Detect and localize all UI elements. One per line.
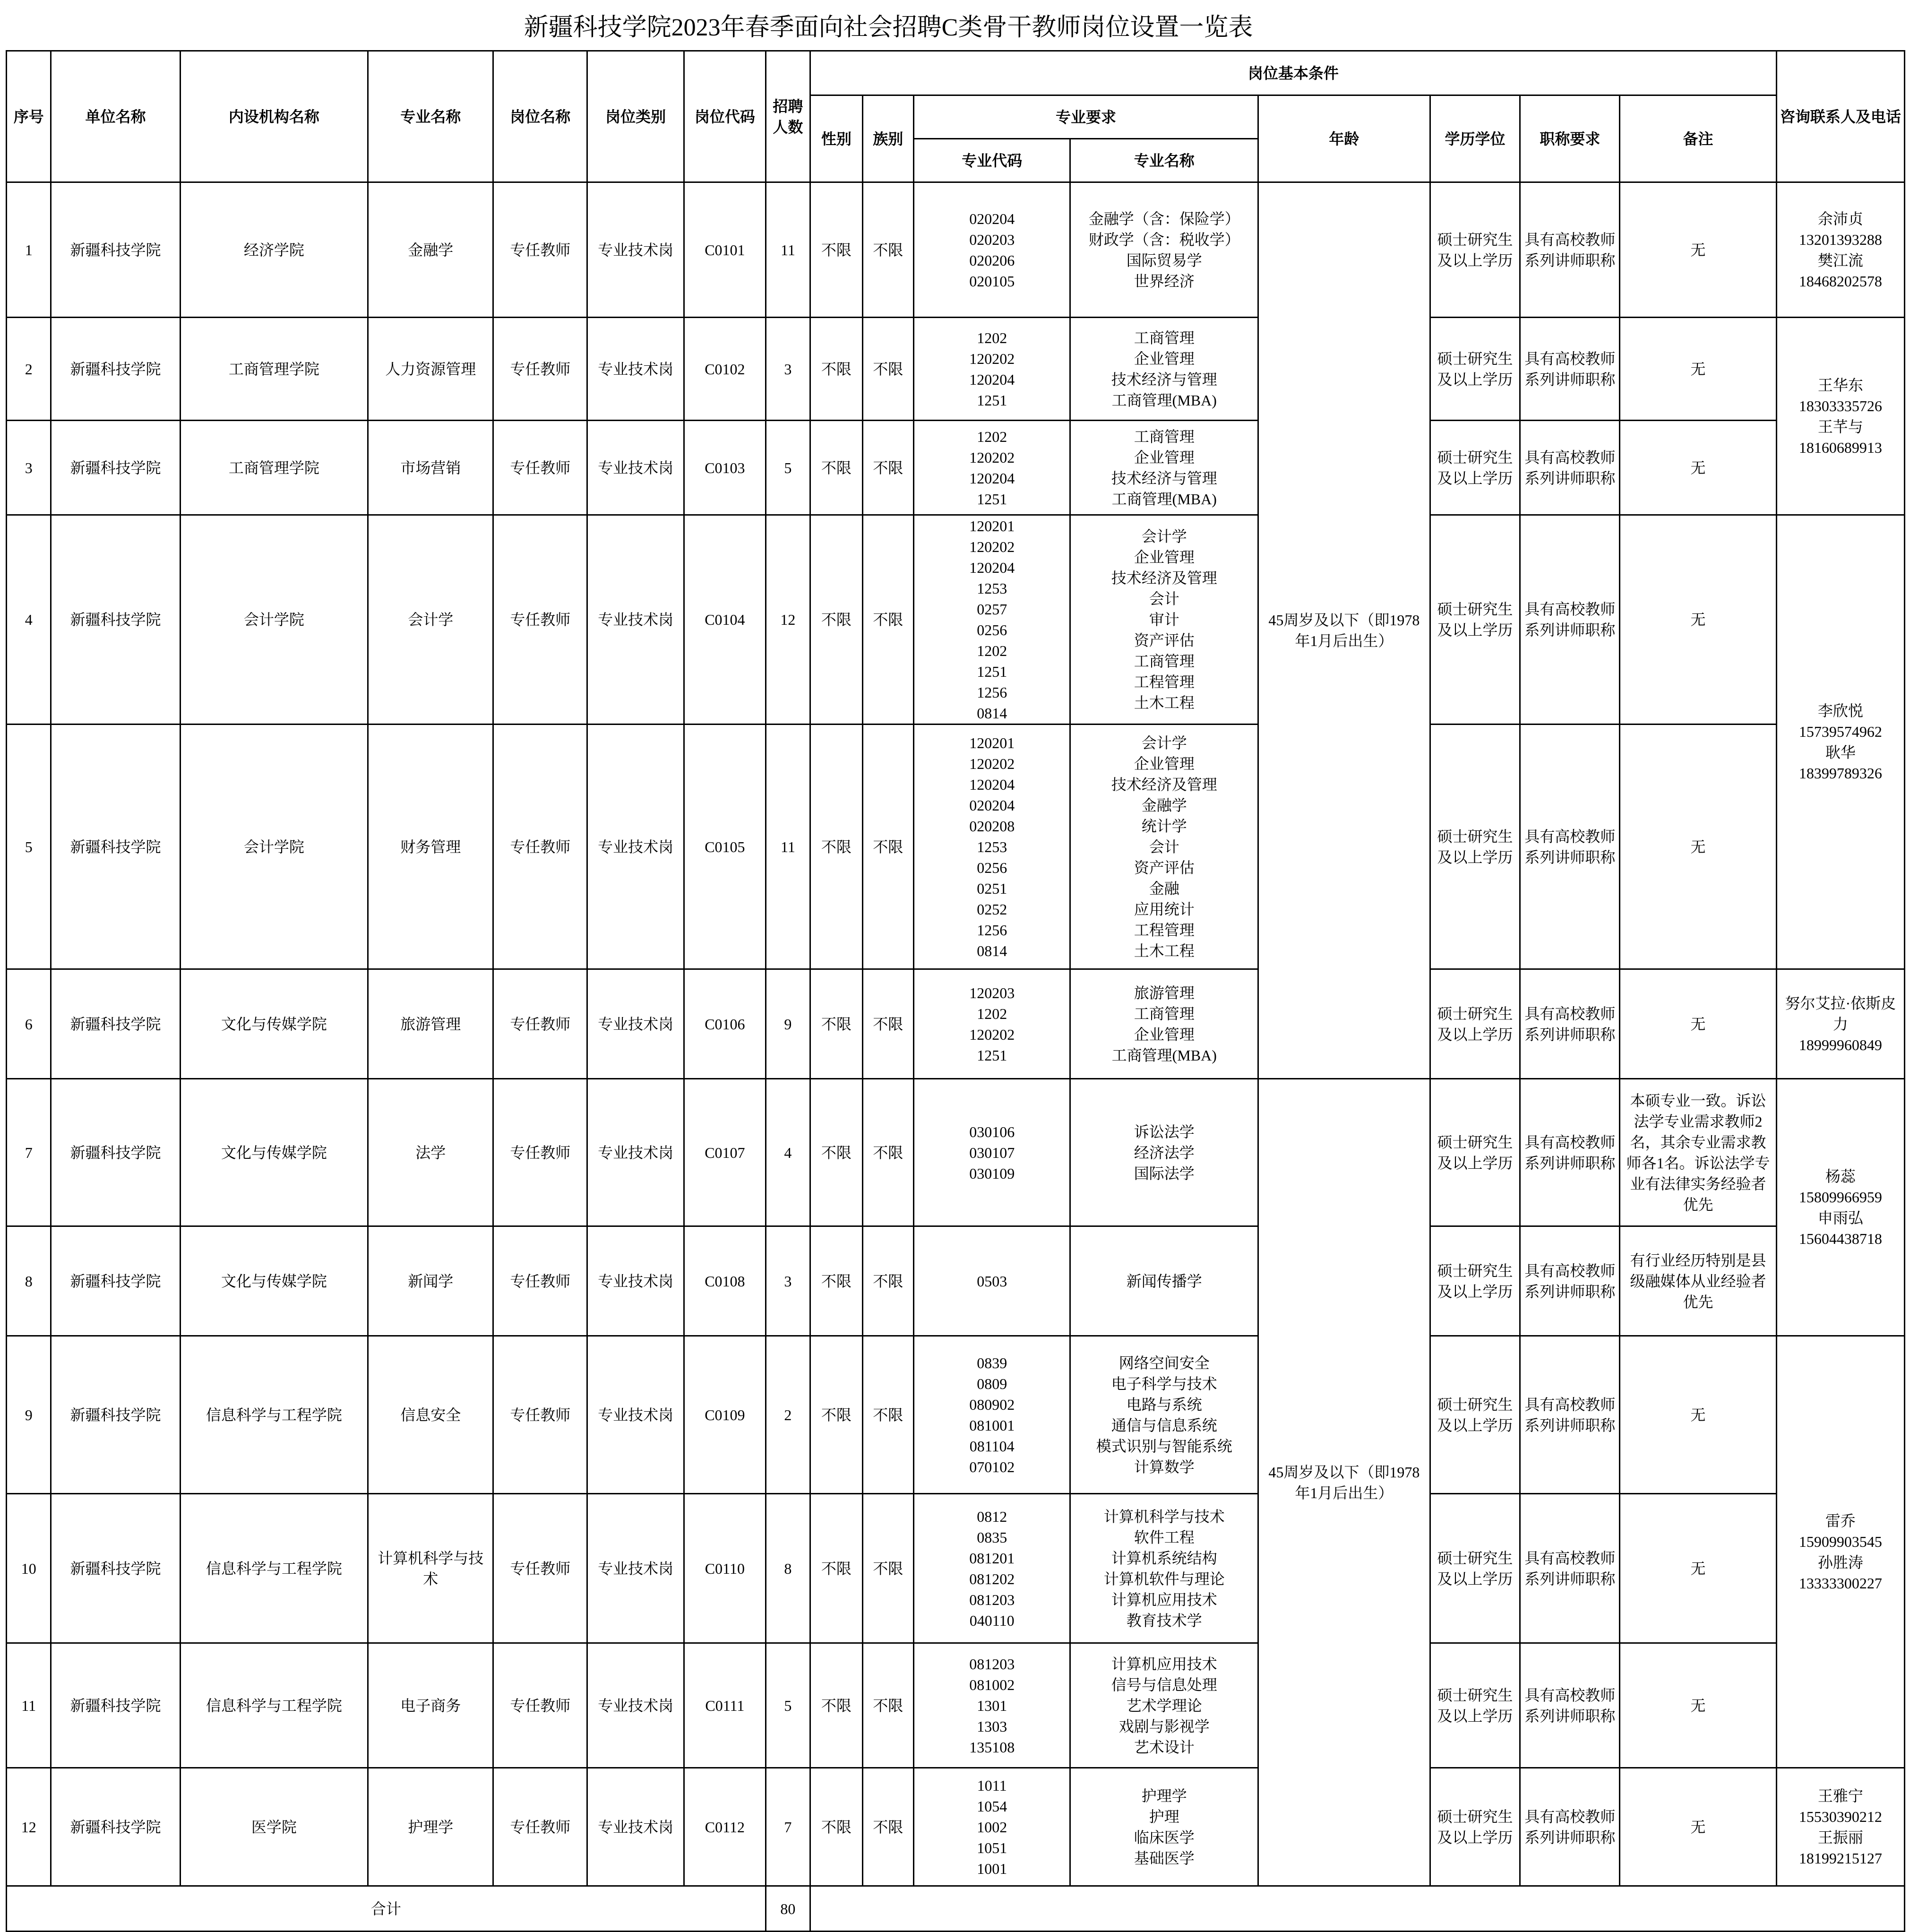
header-major-requirements: 专业要求 [914, 95, 1258, 139]
major-codes: 120201 120202 120204 1253 0257 0256 1202 1251 1256 0814 [914, 515, 1070, 724]
major-codes: 0839 0809 080902 081001 081104 070102 [914, 1336, 1070, 1494]
major-names: 新闻传播学 [1070, 1226, 1258, 1336]
major-codes: 1202 120202 120204 1251 [914, 318, 1070, 421]
recruit-count: 8 [766, 1494, 810, 1643]
recruit-count: 3 [766, 1226, 810, 1336]
major-codes: 0812 0835 081201 081202 081203 040110 [914, 1494, 1070, 1643]
header-ethnic: 族别 [862, 95, 913, 182]
row-seq: 2 [7, 318, 51, 421]
major-name: 电子商务 [368, 1643, 493, 1768]
position-category: 专业技术岗 [587, 969, 684, 1079]
row-seq: 1 [7, 182, 51, 318]
recruit-count: 4 [766, 1079, 810, 1226]
row-seq: 11 [7, 1643, 51, 1768]
row-seq: 7 [7, 1079, 51, 1226]
recruit-count: 12 [766, 515, 810, 724]
title-req: 具有高校教师系列讲师职称 [1520, 724, 1620, 969]
education-req: 硕士研究生及以上学历 [1430, 1226, 1520, 1336]
major-names: 工商管理 企业管理 技术经济与管理 工商管理(MBA) [1070, 318, 1258, 421]
major-name: 信息安全 [368, 1336, 493, 1494]
position-code: C0110 [684, 1494, 766, 1643]
note: 无 [1620, 182, 1776, 318]
gender-req: 不限 [810, 1226, 862, 1336]
contact-info: 余沛贞 13201393288 樊江流 18468202578 [1776, 182, 1904, 318]
total-count: 80 [766, 1886, 810, 1932]
unit-name: 新疆科技学院 [51, 1494, 180, 1643]
title-req: 具有高校教师系列讲师职称 [1520, 1226, 1620, 1336]
unit-name: 新疆科技学院 [51, 1079, 180, 1226]
position-category: 专业技术岗 [587, 724, 684, 969]
header-age: 年龄 [1258, 95, 1430, 182]
unit-name: 新疆科技学院 [51, 969, 180, 1079]
unit-name: 新疆科技学院 [51, 182, 180, 318]
note: 无 [1620, 1336, 1776, 1494]
recruit-count: 3 [766, 318, 810, 421]
position-code: C0111 [684, 1643, 766, 1768]
table-row [7, 1768, 1905, 1886]
major-names: 护理学 护理 临床医学 基础医学 [1070, 1768, 1258, 1886]
header-major-code: 专业代码 [914, 139, 1070, 182]
note: 有行业经历特别是县级融媒体从业经验者优先 [1620, 1226, 1776, 1336]
position-name: 专任教师 [493, 421, 587, 515]
position-name: 专任教师 [493, 1226, 587, 1336]
header-unit: 单位名称 [51, 51, 180, 182]
ethnic-req: 不限 [862, 1226, 913, 1336]
dept-name: 信息科学与工程学院 [180, 1643, 368, 1768]
note: 无 [1620, 318, 1776, 421]
recruit-count: 11 [766, 182, 810, 318]
unit-name: 新疆科技学院 [51, 515, 180, 724]
education-req: 硕士研究生及以上学历 [1430, 421, 1520, 515]
ethnic-req: 不限 [862, 1643, 913, 1768]
gender-req: 不限 [810, 1494, 862, 1643]
header-gender: 性别 [810, 95, 862, 182]
ethnic-req: 不限 [862, 318, 913, 421]
dept-name: 工商管理学院 [180, 421, 368, 515]
recruit-count: 5 [766, 1643, 810, 1768]
major-name: 护理学 [368, 1768, 493, 1886]
row-seq: 3 [7, 421, 51, 515]
unit-name: 新疆科技学院 [51, 1336, 180, 1494]
recruit-count: 11 [766, 724, 810, 969]
row-seq: 4 [7, 515, 51, 724]
position-code: C0102 [684, 318, 766, 421]
education-req: 硕士研究生及以上学历 [1430, 1643, 1520, 1768]
major-name: 计算机科学与技术 [368, 1494, 493, 1643]
education-req: 硕士研究生及以上学历 [1430, 318, 1520, 421]
note: 无 [1620, 1643, 1776, 1768]
major-names: 工商管理 企业管理 技术经济与管理 工商管理(MBA) [1070, 421, 1258, 515]
dept-name: 工商管理学院 [180, 318, 368, 421]
education-req: 硕士研究生及以上学历 [1430, 1768, 1520, 1886]
title-req: 具有高校教师系列讲师职称 [1520, 515, 1620, 724]
recruit-count: 7 [766, 1768, 810, 1886]
major-name: 会计学 [368, 515, 493, 724]
position-code: C0103 [684, 421, 766, 515]
position-category: 专业技术岗 [587, 1079, 684, 1226]
gender-req: 不限 [810, 969, 862, 1079]
dept-name: 医学院 [180, 1768, 368, 1886]
age-requirement: 45周岁及以下（即1978年1月后出生） [1258, 182, 1430, 1079]
dept-name: 信息科学与工程学院 [180, 1494, 368, 1643]
table-row [7, 1643, 1905, 1768]
title-req: 具有高校教师系列讲师职称 [1520, 182, 1620, 318]
contact-info: 努尔艾拉·依斯皮力 18999960849 [1776, 969, 1904, 1079]
table-row [7, 1494, 1905, 1643]
gender-req: 不限 [810, 182, 862, 318]
major-names: 计算机科学与技术 软件工程 计算机系统结构 计算机软件与理论 计算机应用技术 教育技术学 [1070, 1494, 1258, 1643]
header-count: 招聘人数 [766, 51, 810, 182]
total-label: 合计 [7, 1886, 766, 1932]
row-seq: 9 [7, 1336, 51, 1494]
position-name: 专任教师 [493, 1643, 587, 1768]
gender-req: 不限 [810, 421, 862, 515]
gender-req: 不限 [810, 1768, 862, 1886]
education-req: 硕士研究生及以上学历 [1430, 182, 1520, 318]
dept-name: 会计学院 [180, 724, 368, 969]
major-codes: 120201 120202 120204 020204 020208 1253 0256 0251 0252 1256 0814 [914, 724, 1070, 969]
title-req: 具有高校教师系列讲师职称 [1520, 318, 1620, 421]
table-row [7, 1226, 1905, 1336]
education-req: 硕士研究生及以上学历 [1430, 1494, 1520, 1643]
major-name: 市场营销 [368, 421, 493, 515]
recruit-count: 5 [766, 421, 810, 515]
dept-name: 会计学院 [180, 515, 368, 724]
major-names: 会计学 企业管理 技术经济及管理 金融学 统计学 会计 资产评估 金融 应用统计 工程管理 土木工程 [1070, 724, 1258, 969]
major-name: 财务管理 [368, 724, 493, 969]
major-codes: 1011 1054 1002 1051 1001 [914, 1768, 1070, 1886]
dept-name: 文化与传媒学院 [180, 1226, 368, 1336]
ethnic-req: 不限 [862, 1336, 913, 1494]
contact-info: 杨蕊 15809966959 申雨弘 15604438718 [1776, 1079, 1904, 1336]
position-name: 专任教师 [493, 1079, 587, 1226]
row-seq: 6 [7, 969, 51, 1079]
education-req: 硕士研究生及以上学历 [1430, 724, 1520, 969]
major-name: 法学 [368, 1079, 493, 1226]
ethnic-req: 不限 [862, 1768, 913, 1886]
recruit-count: 9 [766, 969, 810, 1079]
header-education: 学历学位 [1430, 95, 1520, 182]
gender-req: 不限 [810, 1643, 862, 1768]
table-row [7, 421, 1905, 515]
education-req: 硕士研究生及以上学历 [1430, 1336, 1520, 1494]
table-row [7, 969, 1905, 1079]
major-name: 金融学 [368, 182, 493, 318]
dept-name: 信息科学与工程学院 [180, 1336, 368, 1494]
contact-info: 王华东 18303335726 王芊与 18160689913 [1776, 318, 1904, 515]
position-name: 专任教师 [493, 724, 587, 969]
note: 无 [1620, 724, 1776, 969]
major-names: 会计学 企业管理 技术经济及管理 会计 审计 资产评估 工商管理 工程管理 土木工程 [1070, 515, 1258, 724]
major-names: 计算机应用技术 信号与信息处理 艺术学理论 戏剧与影视学 艺术设计 [1070, 1643, 1258, 1768]
major-name: 新闻学 [368, 1226, 493, 1336]
major-codes: 081203 081002 1301 1303 135108 [914, 1643, 1070, 1768]
major-name: 人力资源管理 [368, 318, 493, 421]
title-req: 具有高校教师系列讲师职称 [1520, 1643, 1620, 1768]
table-row [7, 182, 1905, 318]
row-seq: 8 [7, 1226, 51, 1336]
education-req: 硕士研究生及以上学历 [1430, 1079, 1520, 1226]
gender-req: 不限 [810, 515, 862, 724]
position-category: 专业技术岗 [587, 182, 684, 318]
gender-req: 不限 [810, 1336, 862, 1494]
position-name: 专任教师 [493, 969, 587, 1079]
header-major: 专业名称 [368, 51, 493, 182]
education-req: 硕士研究生及以上学历 [1430, 515, 1520, 724]
page-title: 新疆科技学院2023年春季面向社会招聘C类骨干教师岗位设置一览表 [524, 14, 1253, 41]
contact-info: 李欣悦 15739574962 耿华 18399789326 [1776, 515, 1904, 969]
header-contact: 咨询联系人及电话 [1776, 51, 1904, 182]
major-codes: 020204 020203 020206 020105 [914, 182, 1070, 318]
position-category: 专业技术岗 [587, 421, 684, 515]
position-code: C0105 [684, 724, 766, 969]
table-row [7, 724, 1905, 969]
position-code: C0104 [684, 515, 766, 724]
header-note: 备注 [1620, 95, 1776, 182]
gender-req: 不限 [810, 318, 862, 421]
dept-name: 文化与传媒学院 [180, 969, 368, 1079]
position-name: 专任教师 [493, 1768, 587, 1886]
position-name: 专任教师 [493, 182, 587, 318]
header-major-name: 专业名称 [1070, 139, 1258, 182]
unit-name: 新疆科技学院 [51, 1643, 180, 1768]
position-category: 专业技术岗 [587, 1336, 684, 1494]
position-code: C0101 [684, 182, 766, 318]
ethnic-req: 不限 [862, 1494, 913, 1643]
recruitment-table [6, 50, 1905, 1932]
unit-name: 新疆科技学院 [51, 1226, 180, 1336]
major-names: 金融学（含：保险学） 财政学（含：税收学） 国际贸易学 世界经济 [1070, 182, 1258, 318]
unit-name: 新疆科技学院 [51, 318, 180, 421]
position-category: 专业技术岗 [587, 515, 684, 724]
gender-req: 不限 [810, 1079, 862, 1226]
position-name: 专任教师 [493, 515, 587, 724]
position-category: 专业技术岗 [587, 1494, 684, 1643]
note: 无 [1620, 1494, 1776, 1643]
position-code: C0107 [684, 1079, 766, 1226]
header-category: 岗位类别 [587, 51, 684, 182]
title-req: 具有高校教师系列讲师职称 [1520, 421, 1620, 515]
position-name: 专任教师 [493, 1494, 587, 1643]
major-codes: 030106 030107 030109 [914, 1079, 1070, 1226]
ethnic-req: 不限 [862, 969, 913, 1079]
table-row [7, 515, 1905, 724]
position-category: 专业技术岗 [587, 1643, 684, 1768]
title-req: 具有高校教师系列讲师职称 [1520, 1336, 1620, 1494]
major-names: 网络空间安全 电子科学与技术 电路与系统 通信与信息系统 模式识别与智能系统 计算数学 [1070, 1336, 1258, 1494]
position-code: C0106 [684, 969, 766, 1079]
ethnic-req: 不限 [862, 724, 913, 969]
dept-name: 文化与传媒学院 [180, 1079, 368, 1226]
note: 无 [1620, 421, 1776, 515]
title-req: 具有高校教师系列讲师职称 [1520, 1768, 1620, 1886]
note: 无 [1620, 1768, 1776, 1886]
position-name: 专任教师 [493, 1336, 587, 1494]
recruit-count: 2 [766, 1336, 810, 1494]
contact-info: 雷乔 15909903545 孙胜涛 13333300227 [1776, 1336, 1904, 1768]
age-requirement: 45周岁及以下（即1978年1月后出生） [1258, 1079, 1430, 1886]
ethnic-req: 不限 [862, 1079, 913, 1226]
header-basic-conditions: 岗位基本条件 [810, 51, 1777, 95]
header-code: 岗位代码 [684, 51, 766, 182]
header-seq: 序号 [7, 51, 51, 182]
table-row [7, 1336, 1905, 1494]
header-title-requirement: 职称要求 [1520, 95, 1620, 182]
position-category: 专业技术岗 [587, 1226, 684, 1336]
dept-name: 经济学院 [180, 182, 368, 318]
major-codes: 120203 1202 120202 1251 [914, 969, 1070, 1079]
note: 本硕专业一致。诉讼法学专业需求教师2名，其余专业需求教师各1名。诉讼法学专业有法律实务经验者优先 [1620, 1079, 1776, 1226]
position-category: 专业技术岗 [587, 318, 684, 421]
table-row [7, 318, 1905, 421]
position-name: 专任教师 [493, 318, 587, 421]
ethnic-req: 不限 [862, 182, 913, 318]
table-row [7, 1079, 1905, 1226]
header-position: 岗位名称 [493, 51, 587, 182]
contact-info: 王雅宁 15530390212 王振丽 18199215127 [1776, 1768, 1904, 1886]
ethnic-req: 不限 [862, 421, 913, 515]
unit-name: 新疆科技学院 [51, 1768, 180, 1886]
major-codes: 0503 [914, 1226, 1070, 1336]
position-code: C0109 [684, 1336, 766, 1494]
education-req: 硕士研究生及以上学历 [1430, 969, 1520, 1079]
major-names: 旅游管理 工商管理 企业管理 工商管理(MBA) [1070, 969, 1258, 1079]
title-req: 具有高校教师系列讲师职称 [1520, 969, 1620, 1079]
unit-name: 新疆科技学院 [51, 421, 180, 515]
note: 无 [1620, 969, 1776, 1079]
unit-name: 新疆科技学院 [51, 724, 180, 969]
title-req: 具有高校教师系列讲师职称 [1520, 1079, 1620, 1226]
header-dept: 内设机构名称 [180, 51, 368, 182]
gender-req: 不限 [810, 724, 862, 969]
note: 无 [1620, 515, 1776, 724]
row-seq: 5 [7, 724, 51, 969]
total-blank [810, 1886, 1905, 1932]
position-code: C0108 [684, 1226, 766, 1336]
major-codes: 1202 120202 120204 1251 [914, 421, 1070, 515]
position-category: 专业技术岗 [587, 1768, 684, 1886]
major-name: 旅游管理 [368, 969, 493, 1079]
row-seq: 10 [7, 1494, 51, 1643]
major-names: 诉讼法学 经济法学 国际法学 [1070, 1079, 1258, 1226]
ethnic-req: 不限 [862, 515, 913, 724]
row-seq: 12 [7, 1768, 51, 1886]
title-req: 具有高校教师系列讲师职称 [1520, 1494, 1620, 1643]
position-code: C0112 [684, 1768, 766, 1886]
